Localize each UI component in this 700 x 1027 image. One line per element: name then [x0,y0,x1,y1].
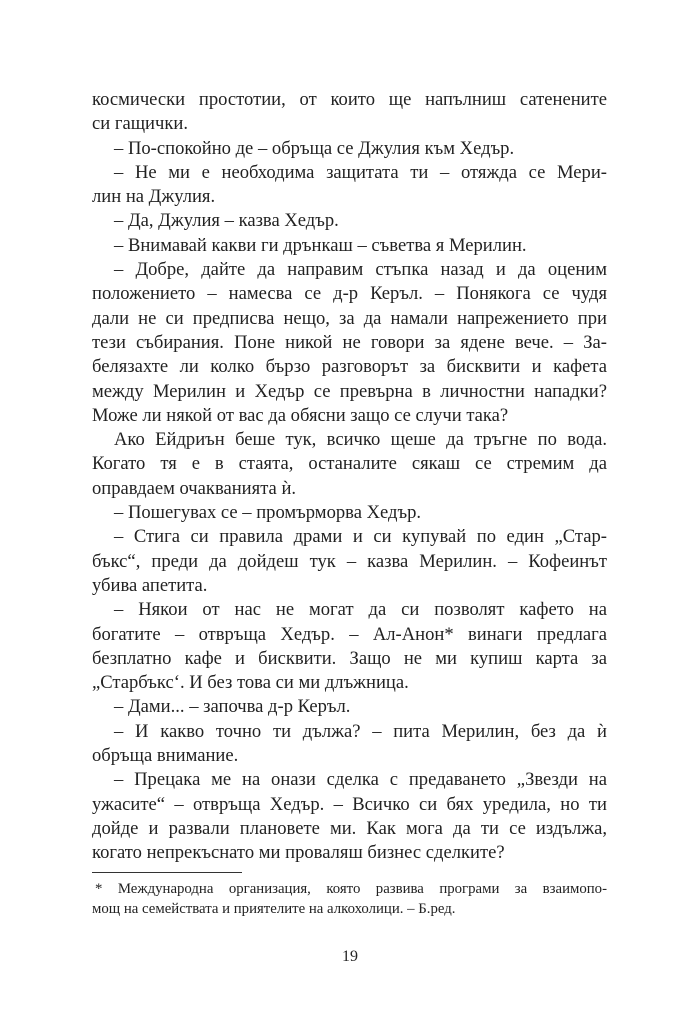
text-line: Може ли някой от вас да обясни защо се случи така? [92,404,509,426]
text-line: лин на Джулия. [92,186,216,208]
text-line: – Прецака ме на онази сделка с предаването „Звезди на [114,769,607,791]
text-line: – Пошегувах се – промърморва Хедър. [114,502,422,524]
text-line: дали не си предписва нещо, за да намали напрежението при [92,307,607,329]
text-line: положението – намесва се д-р Керъл. – Понякога се чудя [92,283,607,305]
footnote-line: * Международна организация, която развива програми за взаимопо- [95,881,607,897]
text-line: оправдаем очакванията ѝ. [92,477,297,499]
text-line: – И какво точно ти дължа? – пита Мерилин, без да ѝ [114,720,607,742]
footnote-line: мощ на семействата и приятелите на алкохолици. – Б.ред. [92,900,456,917]
text-line: – Да, Джулия – казва Хедър. [114,210,339,232]
text-line: тези събирания. Поне никой не говори за ядене вече. – За- [92,331,607,353]
text-line: безплатно кафе и бисквити. Защо не ми купиш карта за [92,647,607,669]
text-line: си гащички. [92,113,188,135]
text-line: космически простотии, от които ще напълниш сатенените [92,89,607,110]
text-line: дойде и развали плановете ми. Как мога да ти се издължа, [92,817,607,839]
text-line: „Старбъкс‘. И без това си ми длъжница. [92,672,409,694]
text-line: убива апетита. [92,574,208,596]
text-line: – Дами... – започва д-р Керъл. [114,696,351,718]
text-line: – Добре, дайте да направим стъпка назад и да оценим [114,259,607,281]
footnote-separator [92,872,242,873]
text-line: – Стига си правила драми и си купувай по един „Стар- [114,526,607,548]
text-line: – Не ми е необходима защитата ти – отяжда се Мери- [114,161,607,183]
page-number: 19 [342,948,358,965]
text-line: между Мерилин и Хедър се превърна в личностни нападки? [92,380,607,402]
text-line: бъкс“, преди да дойдеш тук – казва Мерилин. – Кофеинът [92,550,607,572]
text-line: Когато тя е в стаята, останалите сякаш се стремим да [92,453,607,475]
text-line: – Внимавай какви ги дрънкаш – съветва я Мерилин. [114,234,527,256]
text-line: обръща внимание. [92,745,239,767]
text-line: когато непрекъснато ми проваляш бизнес сделките? [92,842,505,864]
text-line: богатите – отвръща Хедър. – Ал-Анон* винаги предлага [92,623,607,645]
text-line: белязахте ли колко бързо разговорът за бисквити и кафета [92,356,607,378]
text-line: – Някои от нас не могат да си позволят кафето на [114,599,607,621]
text-line: Ако Ейдриън беше тук, всичко щеше да тръгне по вода. [114,429,607,451]
text-line: ужасите“ – отвръща Хедър. – Всичко си бях уредила, но ти [92,793,607,815]
footnote-block [92,880,607,919]
text-line: – По-спокойно де – обръща се Джулия към Хедър. [114,137,515,159]
main-text-block [92,88,607,866]
